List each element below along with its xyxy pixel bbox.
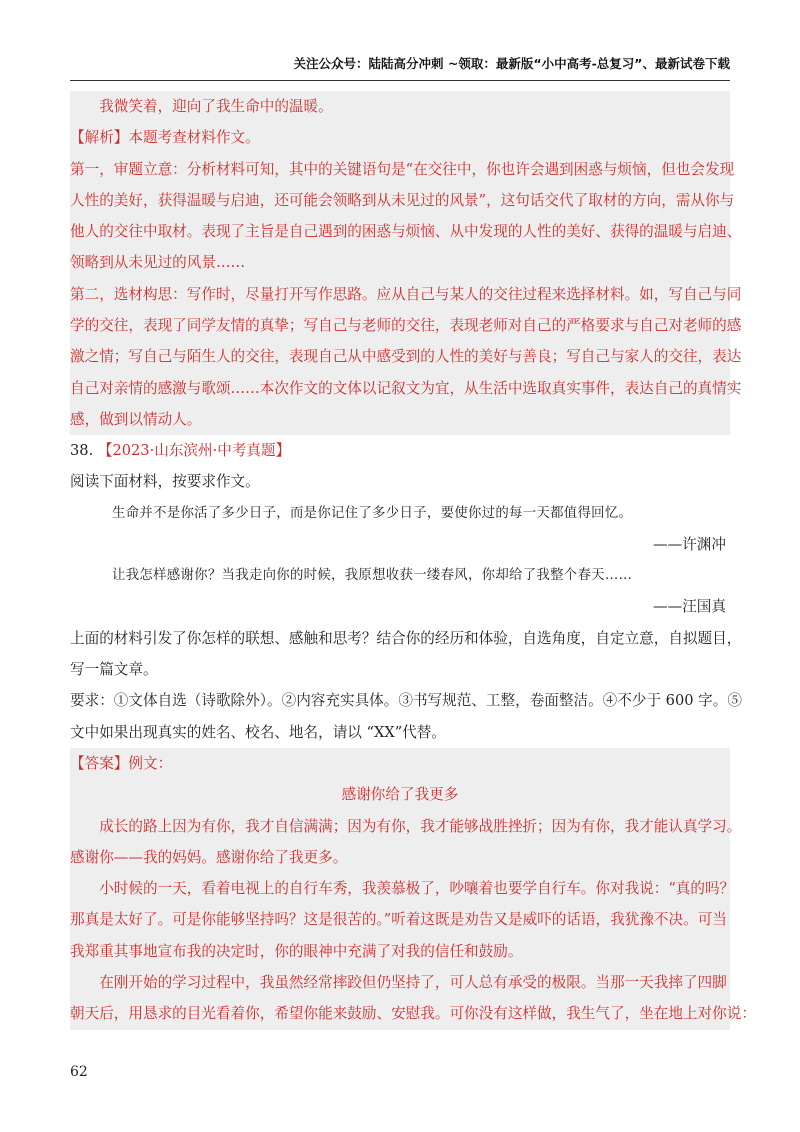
essay-line: 我郑重其事地宣布我的决定时，你的眼神中充满了对我的信任和鼓励。 [70,942,523,960]
requirement-line: 要求：①文体自选（诗歌除外）。②内容充实具体。③书写规范、工整，卷面整洁。④不少于 600 字。⑤ [70,692,742,710]
analysis-line: 自己对亲情的感激与歌颂……本次作文的文体以记叙文为宜，从生活中选取真实事件，表达自己的真情实 [70,379,742,397]
analysis-line: 第一，审题立意：分析材料可知，其中的关键语句是“在交往中，你也许会遇到困惑与烦恼，但也会发现 [70,160,735,178]
analysis-line: 感，做到以情动人。 [70,410,202,428]
answer-block [70,748,756,1030]
essay-line: 成长的路上因为有你，我才自信满满；因为有你，我才能够战胜挫折；因为有你，我才能认真学习。 [99,817,742,835]
analysis-line: 人性的美好，获得温暖与启迪，还可能会领略到从未见过的风景”，这句话交代了取材的方向，需从你与 [70,191,735,209]
analysis-line: 学的交往，表现了同学友情的真挚；写自己与老师的交往，表现老师对自己的严格要求与自己对老师的感 [70,317,742,335]
essay-line: 感谢你——我的妈妈。感谢你给了我更多。 [70,848,348,866]
header-divider [70,80,730,81]
essay-line: 那真是太好了。可是你能够坚持吗？这是很苦的。”听着这既是劝告又是威吓的话语，我犹豫不决。可当 [70,911,727,929]
quote-1-author: ——许渊冲 [653,535,726,553]
analysis-block [70,91,742,435]
quote-2-author: ——汪国真 [653,598,726,616]
analysis-line: 激之情；写自己与陌生人的交往，表现自己从中感受到的人性的美好与善良；写自己与家人的交往，表达 [70,348,742,366]
question-number: 38. [70,442,94,459]
essay-line: 小时候的一天，看着电视上的自行车秀，我羡慕极了，吵嚷着也要学自行车。你对我说：“真的吗？ [99,880,735,898]
question-block [70,435,742,748]
task-line: 写一篇文章。 [70,661,158,679]
task-line: 上面的材料引发了你怎样的联想、感触和思考？结合你的经历和体验，自选角度，自定立意，自拟题目， [70,629,742,647]
question-source: 【2023·山东滨州·中考真题】 [97,442,291,459]
answer-label: 【答案】例文： [70,755,173,772]
page-number: 62 [70,1064,88,1080]
question-heading [70,435,730,466]
quote-2: 让我怎样感谢你？当我走向你的时候，我原想收获一缕春风，你却给了我整个春天…… [112,568,633,584]
analysis-line: 第二，选材构思：写作时，尽量打开写作思路。应从自己与某人的交往过程来选择材料。如，写自己与同 [70,285,742,303]
question-prompt: 阅读下面材料，按要求作文。 [70,473,260,491]
analysis-label-line: 【解析】本题考查材料作文。 [70,129,260,147]
essay-title: 感谢你给了我更多 [341,786,459,804]
page-header: 关注公众号：陆陆高分冲刺 ~领取：最新版“小中高考-总复习”、最新试卷下载 [293,56,730,71]
quote-1: 生命并不是你活了多少日子，而是你记住了多少日子，要使你过的每一天都值得回忆。 [112,505,633,521]
essay-line: 在刚开始的学习过程中，我虽然经常摔跤但仍坚持了，可人总有承受的极限。当那一天我摔了四脚 [99,974,727,992]
essay-closing-line: 我微笑着，迎向了我生命中的温暖。 [99,98,333,115]
essay-line: 朝天后，用恳求的目光看着你，希望你能来鼓励、安慰我。可你没有这样做，我生气了，坐在地上对你说： [70,1005,756,1023]
requirement-line: 文中如果出现真实的姓名、校名、地名，请以 “XX”代替。 [70,723,446,741]
analysis-line: 领略到从未见过的风景…… [70,254,246,272]
analysis-line: 他人的交往中取材。表现了主旨是自己遇到的困惑与烦恼、从中发现的人性的美好、获得的温暖与启迪、 [70,223,742,241]
